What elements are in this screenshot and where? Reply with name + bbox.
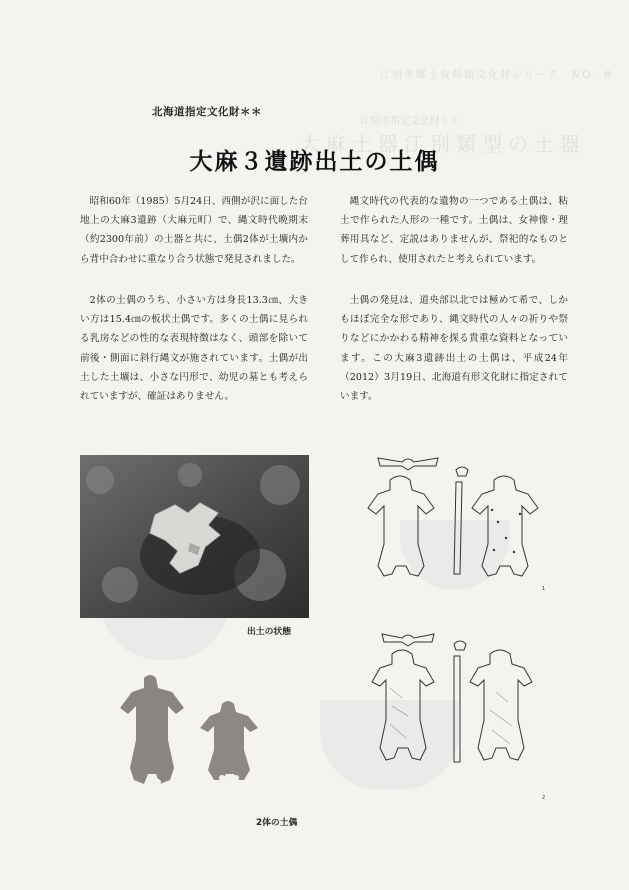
body-paragraph-1: 昭和60年（1985）5月24日、西側が沢に面した台地上の大麻3遺跡（大麻元町）で、縄文時代晩期末（約2300年前）の土器と共に、土偶2体が土壙内から背中合わせに重なり合う状態で発見されました。 — [80, 196, 308, 265]
ghost-category-label: 江別市指定文化財＊＊ — [360, 116, 460, 127]
photo-caption: 出土の状態 — [247, 627, 291, 637]
drawing-number-1: 1 — [542, 586, 546, 592]
large-figurine — [120, 675, 184, 784]
figurines-photo — [110, 670, 300, 805]
ghost-title: 大麻土器江別類型の土器 — [300, 132, 586, 156]
category-label: 北海道指定文化財＊＊ — [152, 106, 262, 118]
line-drawings — [362, 448, 562, 818]
small-figurine — [200, 701, 258, 780]
figurines-caption: 2体の土偶 — [256, 818, 298, 828]
drawing-number-2: 2 — [542, 795, 546, 801]
excavation-photo — [80, 455, 309, 618]
body-paragraph-4: 土偶の発見は、道央部以北では極めて希で、しかもほぼ完全な形であり、縄文時代の人々の祈りや祭りなどにかかわる精神を探る貴重な資料となっています。この大麻3遺跡出土の土偶は、平成24年（2012）3月19日、北海道有形文化財に指定されています。 — [340, 295, 568, 403]
ghost-series-label: 江別市郷土資料館文化財シリーズ NO．8 — [380, 70, 613, 81]
body-paragraph-3: 縄文時代の代表的な遺物の一つである土偶は、粘土で作られた人形の一種です。土偶は、女神像・理葬用具など、定説はありませんが、祭祀的なものとして作られ、使用されたと考えられています。 — [340, 196, 568, 265]
body-paragraph-2: 2体の土偶のうち、小さい方は身長13.3㎝、大きい方は15.4㎝の板状土偶です。多くの土偶に見られる乳房などの性的な表現特徴はなく、頭部を除いて前後・側面に斜行縄文が施されています。土偶が出土した土壙は、小さな円形で、幼児の墓とも考えられていますが、確証はありません。 — [80, 295, 308, 403]
page-title: 大麻３遺跡出土の土偶 — [189, 148, 440, 175]
